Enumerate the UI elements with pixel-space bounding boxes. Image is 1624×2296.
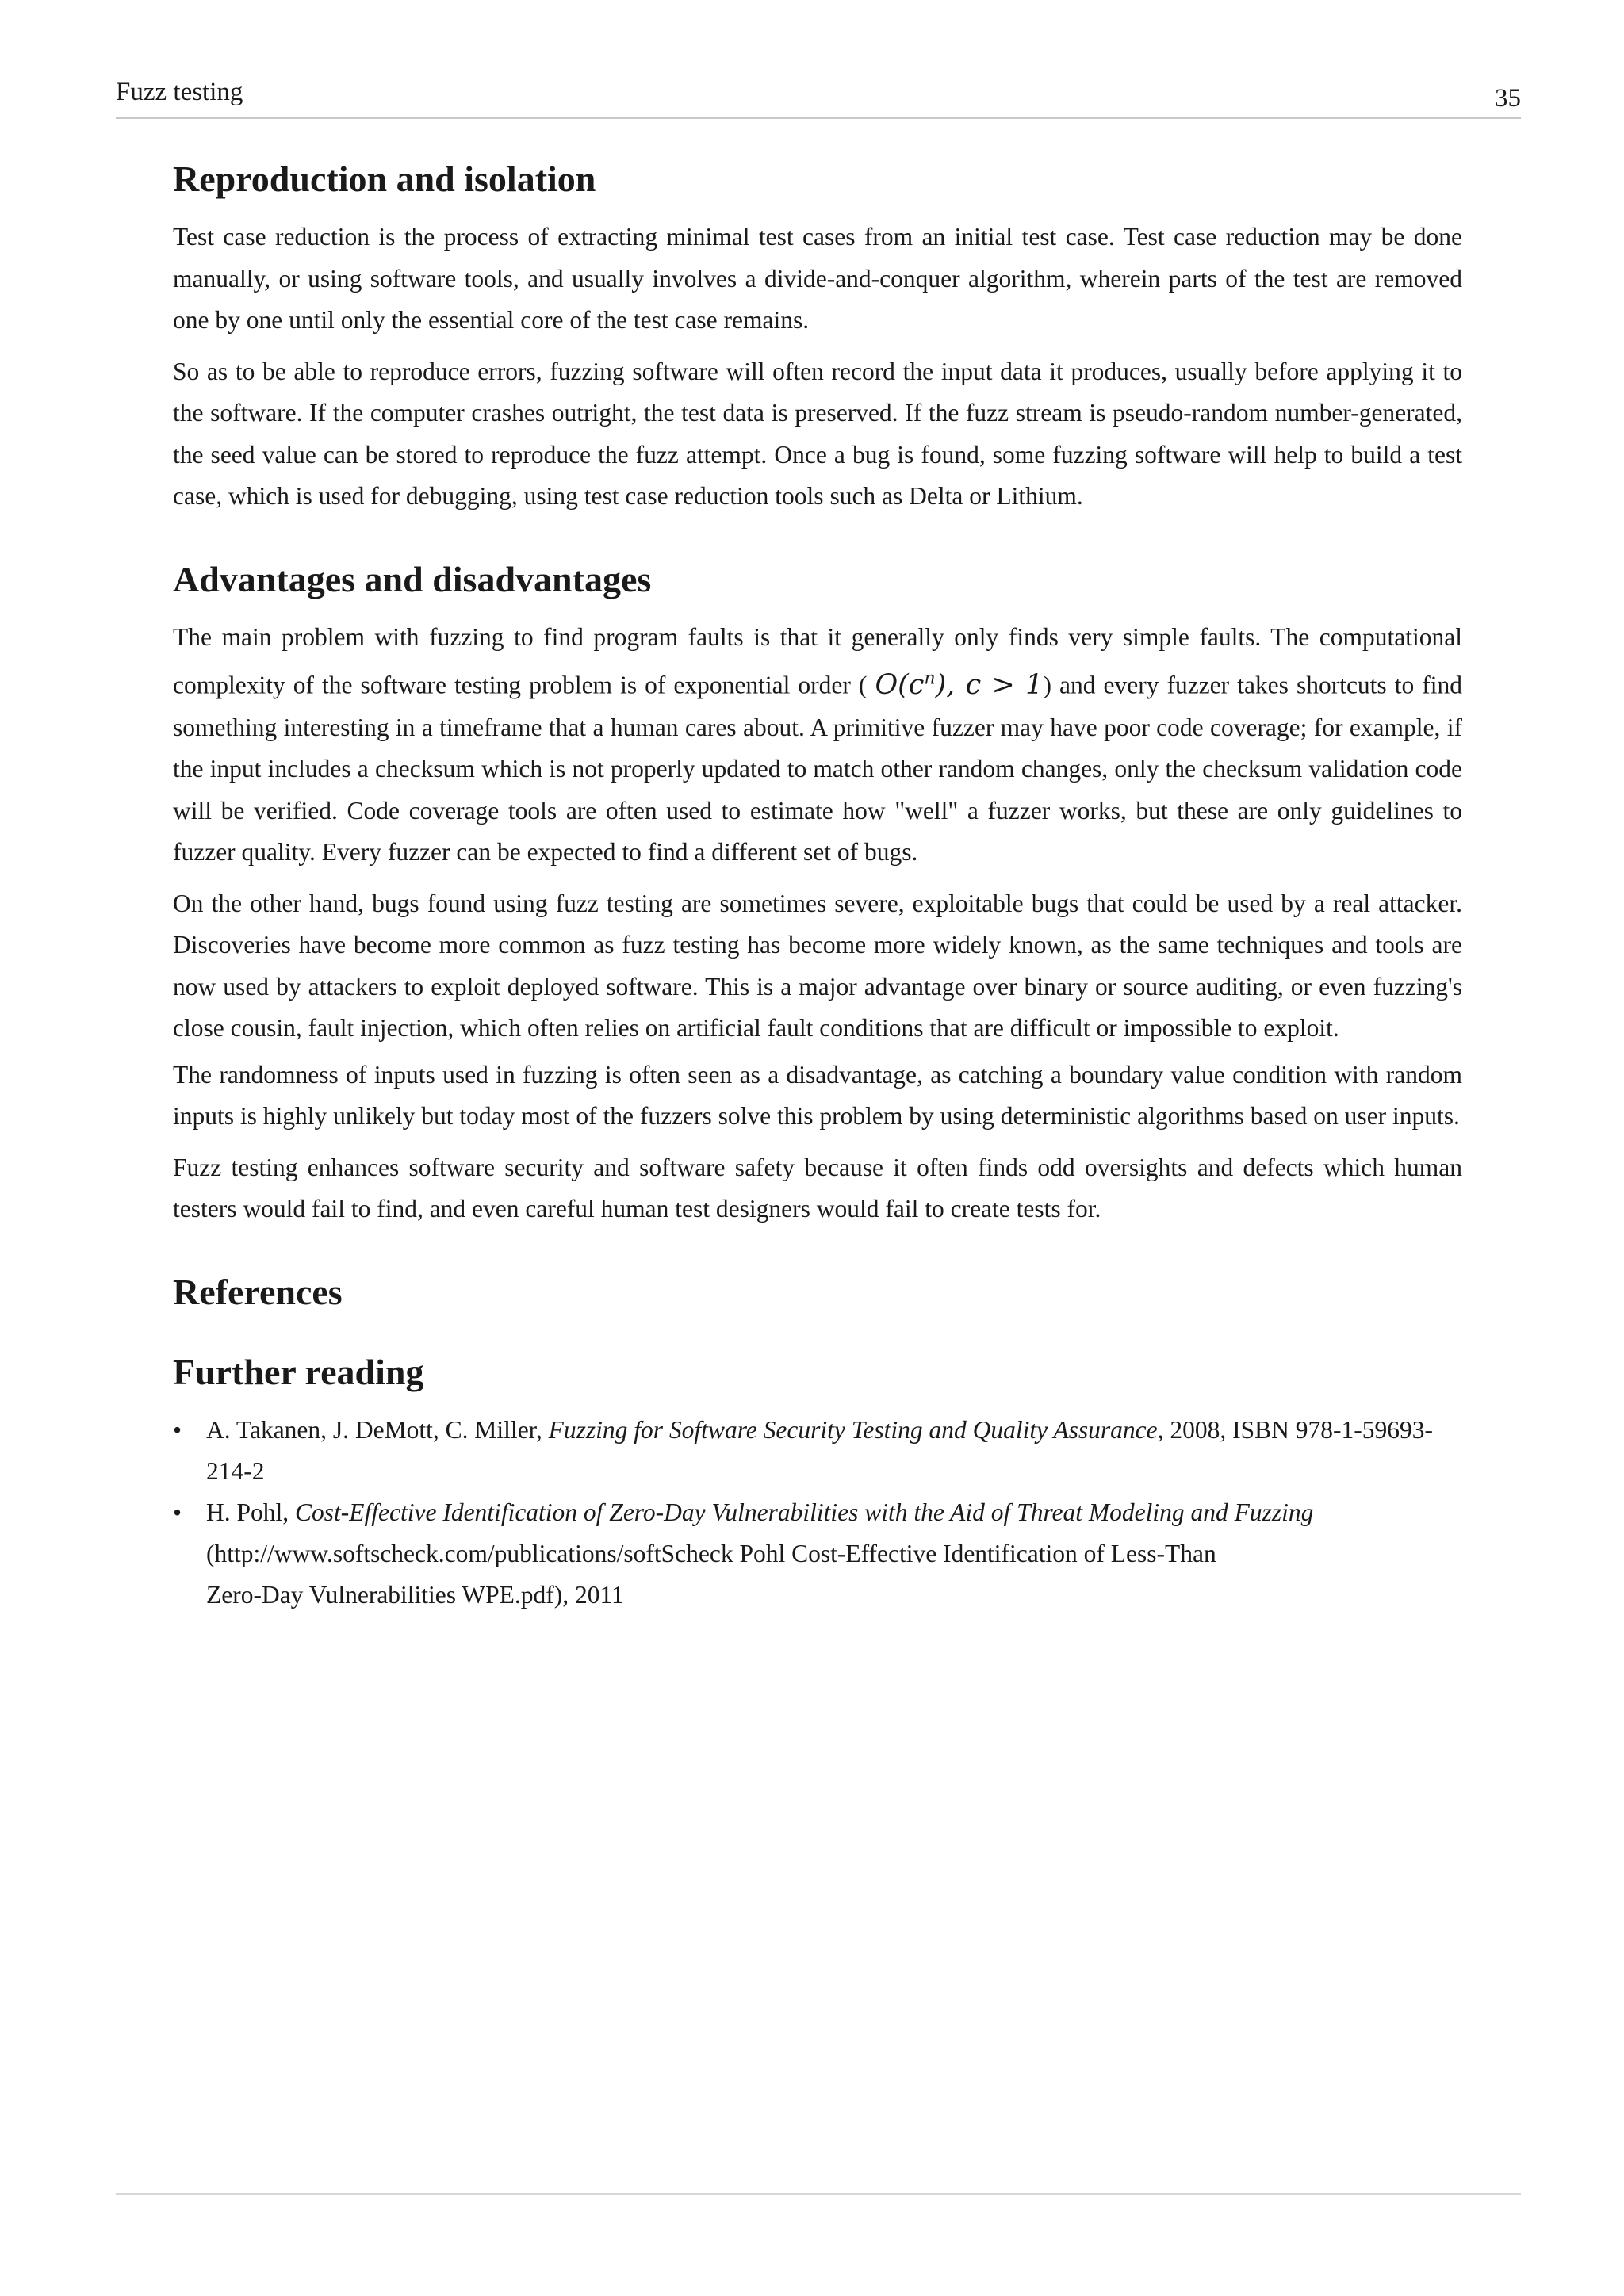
bullet: • bbox=[173, 1498, 182, 1526]
list-item bbox=[173, 1492, 1462, 1616]
list-item bbox=[173, 1410, 1462, 1492]
paragraph-text: The main problem with fuzzing to find program faults is that it generally only finds very simple faults. The computational complexity of the software testing problem is of exponential order ( bbox=[173, 622, 1462, 700]
page-number: 35 bbox=[1495, 84, 1521, 113]
reference-title: Fuzzing for Software Security Testing and Quality Assurance bbox=[548, 1415, 1158, 1444]
paragraph: Fuzz testing enhances software security and software safety because it often finds odd oversights and defects which human testers would fail to find, and even careful human test designers would fail to create tests for. bbox=[173, 1153, 1462, 1223]
running-header bbox=[116, 78, 1521, 119]
reference-authors: H. Pohl, bbox=[206, 1498, 296, 1526]
reference-authors: A. Takanen, J. DeMott, C. Miller, bbox=[206, 1415, 549, 1444]
paragraph: So as to be able to reproduce errors, fuzzing software will often record the input data it produces, usually before applying it to the software. If the computer crashes outright, the test data is preserved. If the fuzz stream is pseudo-random number-generated, the seed value can be stored to reproduce the fuzz attempt. Once a bug is found, some fuzzing software will help to build a test case, which is used for debugging, using test case reduction tools such as Delta or Lithium. bbox=[173, 357, 1462, 511]
section-reproduction-and-isolation bbox=[173, 157, 1462, 518]
section-heading: Reproduction and isolation bbox=[173, 159, 596, 199]
paragraph bbox=[173, 617, 1462, 874]
running-title: Fuzz testing bbox=[116, 78, 243, 106]
section-heading: Advantages and disadvantages bbox=[173, 558, 652, 599]
section-advantages-and-disadvantages bbox=[173, 557, 1462, 1230]
further-reading-list bbox=[173, 1410, 1462, 1616]
section-further-reading bbox=[173, 1350, 1462, 1616]
bullet: • bbox=[173, 1415, 182, 1444]
section-references bbox=[173, 1270, 1462, 1314]
paragraph: On the other hand, bugs found using fuzz testing are sometimes severe, exploitable bugs that could be used by a real attacker. Discoveries have become more common as fuzz testing has become more widely known, as the same techniques and tools are now used by attackers to exploit deployed software. This is a major advantage over binary or source auditing, or even fuzzing's close cousin, fault injection, which often relies on artificial fault conditions that are difficult or impossible to exploit. bbox=[173, 889, 1462, 1043]
footer-rule bbox=[116, 2193, 1521, 2195]
reference-link-continued[interactable]: Zero-Day Vulnerabilities WPE.pdf), 2011 bbox=[206, 1580, 624, 1609]
reference-link[interactable]: (http://www.softscheck.com/publications/softScheck Pohl Cost-Effective Identification of Less-Than bbox=[206, 1539, 1216, 1567]
reference-title: Cost-Effective Identification of Zero-Day Vulnerabilities with the Aid of Threat Modeling and Fuzzing bbox=[295, 1498, 1314, 1526]
paragraph-text: ) and every fuzzer takes shortcuts to find something interesting in a timeframe that a human cares about. A primitive fuzzer may have poor code coverage; for example, if the input includes a checksum which is not properly updated to match other random changes, only the checksum validation code will be verified. Code coverage tools are often used to estimate how "well" a fuzzer works, but these are only guidelines to fuzzer quality. Every fuzzer can be expected to find a different set of bugs. bbox=[173, 672, 1463, 867]
reference-details: , 2008, ISBN 978-1-59693-214-2 bbox=[206, 1415, 1433, 1485]
section-heading: Further reading bbox=[173, 1351, 424, 1392]
paragraph: The randomness of inputs used in fuzzing is often seen as a disadvantage, as catching a boundary value condition with random inputs is highly unlikely but today most of the fuzzers solve this problem by using deterministic algorithms based on user inputs. bbox=[173, 1060, 1462, 1131]
paragraph: Test case reduction is the process of extracting minimal test cases from an initial test case. Test case reduction may be done manually, or using software tools, and usually involves a divide-and-conquer algorithm, wherein parts of the test are removed one by one until only the essential core of the test case remains. bbox=[173, 223, 1462, 335]
complexity-formula: $O(c^n)$, c > 1 bbox=[875, 668, 1044, 702]
section-heading: References bbox=[173, 1271, 343, 1312]
page-content bbox=[173, 157, 1462, 1655]
